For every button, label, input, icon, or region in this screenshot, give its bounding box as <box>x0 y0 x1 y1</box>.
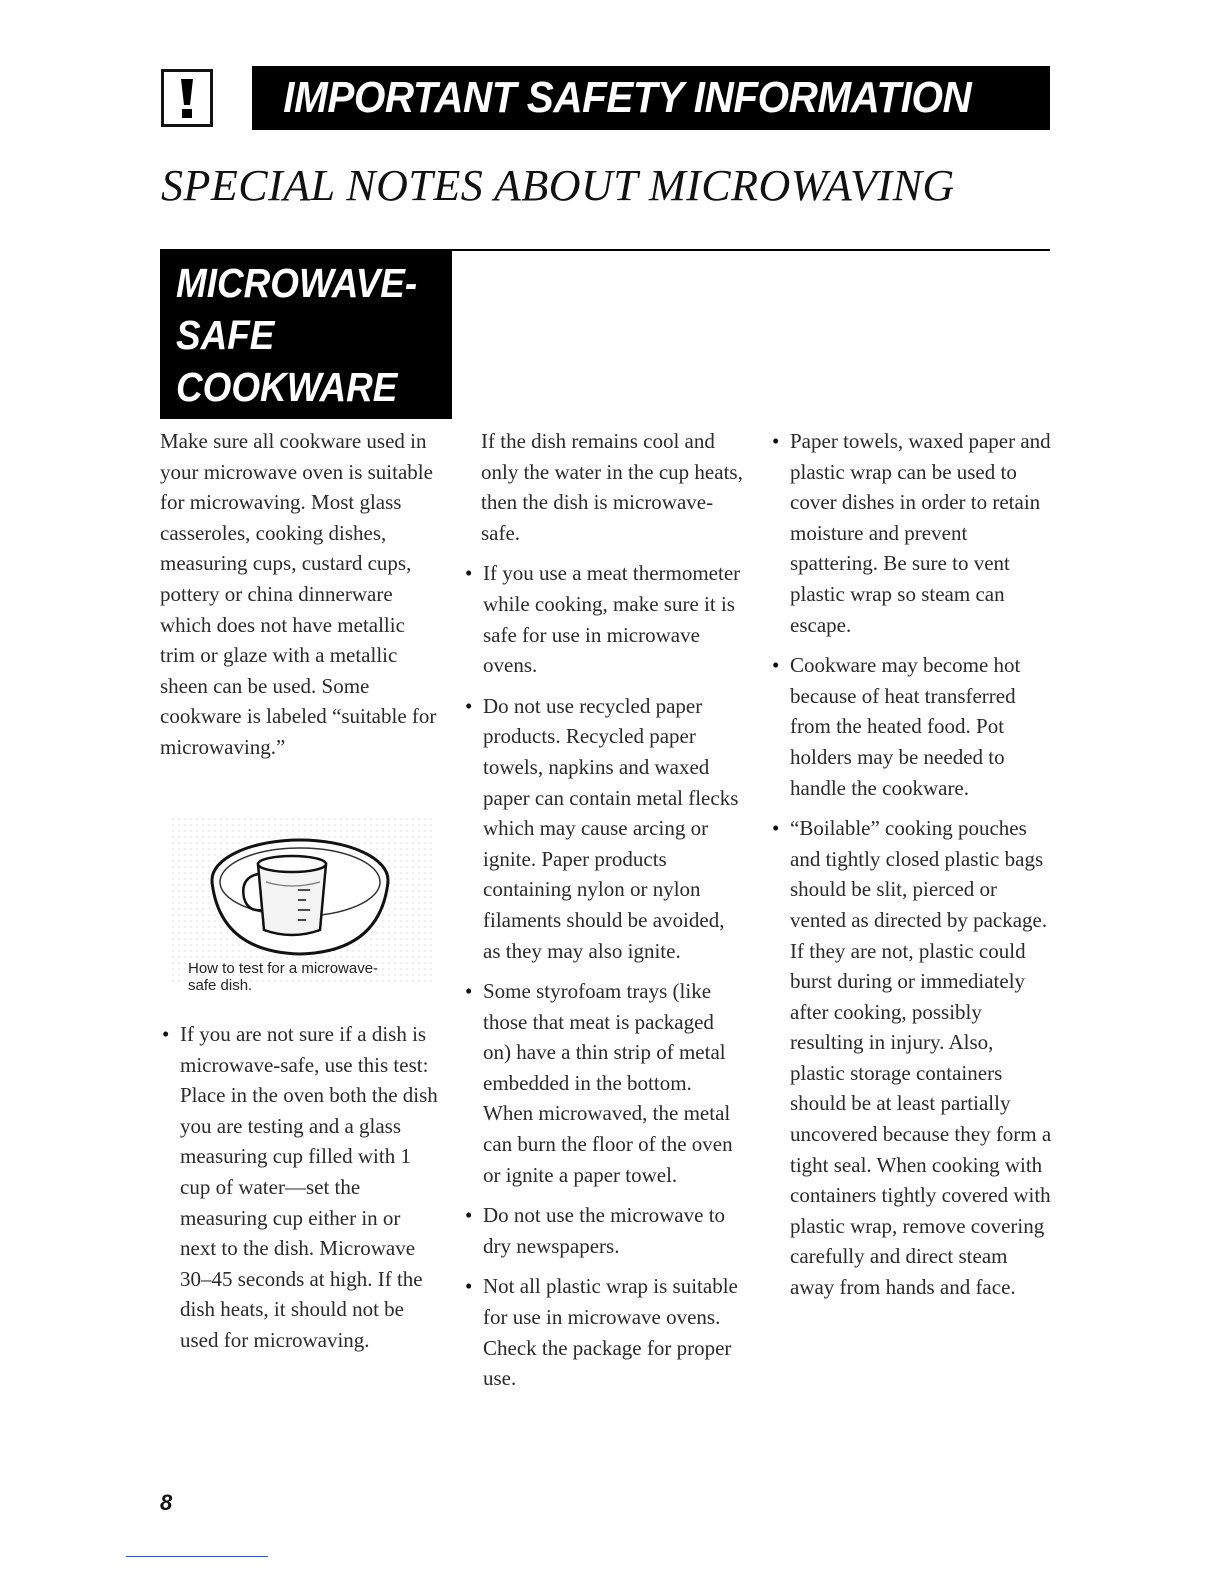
figure-microwave-test <box>160 812 432 1002</box>
bullet-newspapers: • Do not use the microwave to dry newspapers. <box>463 1200 745 1261</box>
bullet-cookware-hot: • Cookware may become hot because of heat transferred from the heated food. Pot holders may be needed to handle the cookware. <box>770 650 1052 803</box>
bullet-dish-test: • If you are not sure if a dish is microwave-safe, use this test: Place in the oven both the dish you are testing and a glass measuring cup filled with 1 cup of water—set the measuring cup either in or next to the dish. Microwave 30–45 seconds at high. If the dish heats, it should not be used for microwaving. <box>160 1019 438 1356</box>
bullet-recycled-paper: • Do not use recycled paper products. Recycled paper towels, napkins and waxed paper can contain metal flecks which may cause arcing or ignite. Paper products containing nylon or nylon filaments should be avoided, as they may also ignite. <box>463 691 745 966</box>
footer-line <box>126 1556 268 1557</box>
page-number: 8 <box>160 1490 173 1515</box>
exclamation-icon <box>177 77 197 119</box>
header-bar <box>252 66 1050 130</box>
continued-paragraph: If the dish remains cool and only the water in the cup heats, then the dish is microwave-safe. <box>481 429 743 545</box>
section-heading-box <box>160 251 452 419</box>
bullet-paper-towels: • Paper towels, waxed paper and plastic wrap can be used to cover dishes in order to retain moisture and prevent spattering. Be sure to vent plastic wrap so steam can escape. <box>770 426 1052 640</box>
header-title: IMPORTANT SAFETY INFORMATION <box>283 73 972 122</box>
figure-caption: How to test for a microwave-safe dish. <box>188 960 379 994</box>
column-2 <box>463 426 745 1394</box>
warning-icon-box <box>161 69 213 127</box>
bullet-styrofoam: • Some styrofoam trays (like those that meat is packaged on) have a thin strip of metal embedded in the bottom. When microwaved, the metal can burn the floor of the oven or ignite a paper towel. <box>463 976 745 1190</box>
column-3 <box>770 426 1052 1303</box>
bullet-thermometer: • If you use a meat thermometer while cooking, make sure it is safe for use in microwave ovens. <box>463 558 745 680</box>
intro-paragraph: Make sure all cookware used in your microwave oven is suitable for microwaving. Most glass casseroles, cooking dishes, measuring cups, custard cups, pottery or china dinnerware which does not have metallic trim or glaze with a metallic sheen can be used. Some cookware is labeled “suitable for microwaving.” <box>160 429 437 759</box>
bullet-plastic-wrap: • Not all plastic wrap is suitable for use in microwave ovens. Check the package for proper use. <box>463 1271 745 1393</box>
section-title: MICROWAVE- SAFE COOKWARE <box>176 260 418 410</box>
column-1-bullets <box>160 1019 438 1356</box>
page-title: SPECIAL NOTES ABOUT MICROWAVING <box>161 161 955 210</box>
bullet-boilable-pouches: • “Boilable” cooking pouches and tightly closed plastic bags should be slit, pierced or vented as directed by package. If they are not, plastic could burst during or immediately after cooking, possibly resulting in injury. Also, plastic storage containers should be at least partially uncovered because they form a tight seal. When cooking with containers tightly covered with plastic wrap, remove covering carefully and direct steam away from hands and face. <box>770 813 1052 1303</box>
column-1 <box>160 426 438 763</box>
